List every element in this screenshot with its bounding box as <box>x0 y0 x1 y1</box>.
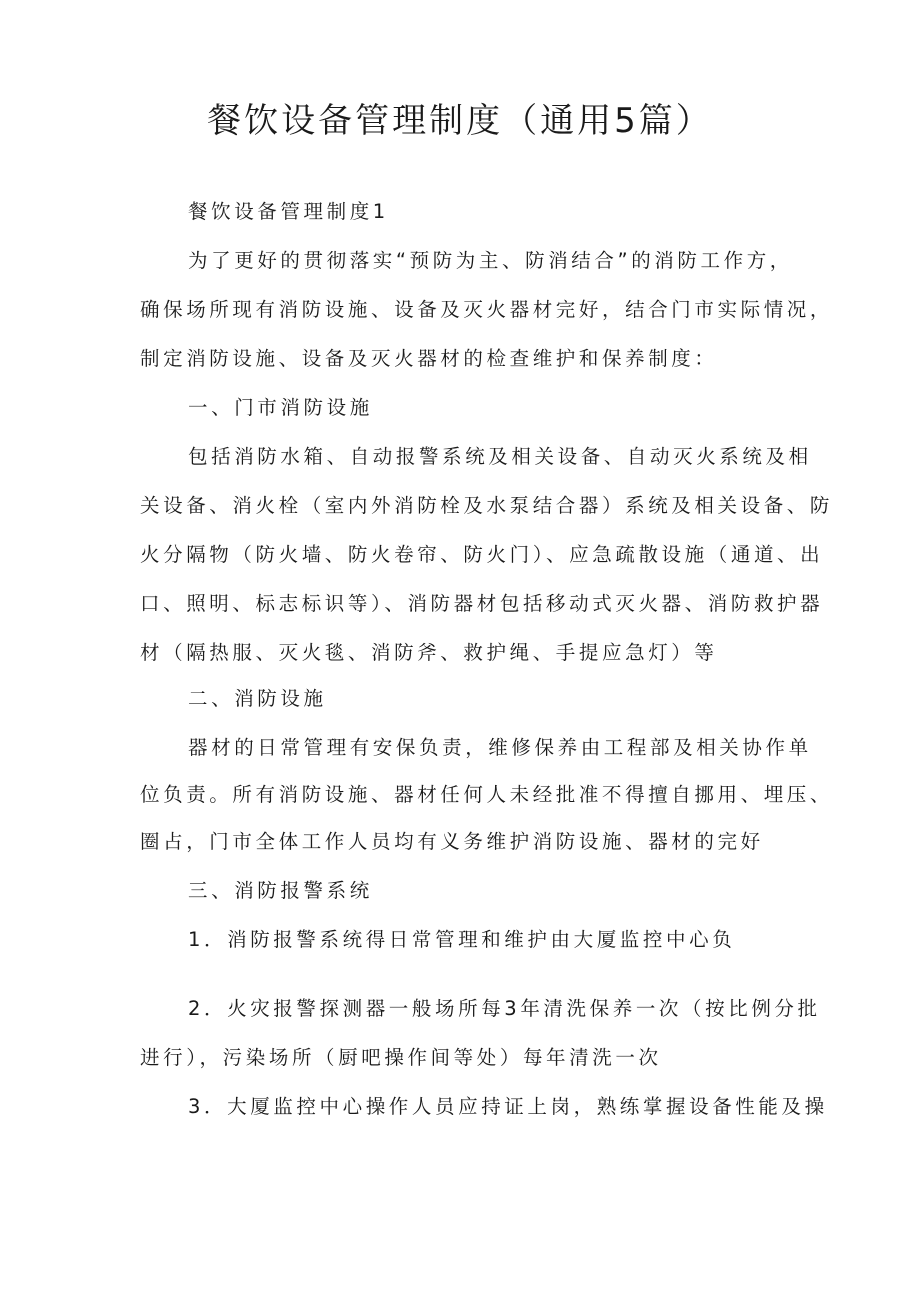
paragraph-line: 包括消防水箱、自动报警系统及相关设备、自动灭火系统及相 <box>188 445 812 468</box>
paragraph-line: 火分隔物（防火墙、防火卷帘、防火门）、应急疏散设施（通道、出 <box>140 543 824 566</box>
paragraph-line: 圈占，门市全体工作人员均有义务维护消防设施、器材的完好 <box>140 830 764 853</box>
section-heading: 一、门市消防设施 <box>188 396 373 419</box>
section-heading: 餐饮设备管理制度1 <box>188 200 389 223</box>
paragraph-line: 进行），污染场所（厨吧操作间等处）每年清洗一次 <box>140 1046 662 1069</box>
page-title: 餐饮设备管理制度（通用5篇） <box>207 101 713 141</box>
paragraph-line: 材（隔热服、灭火毯、消防斧、救护绳、手提应急灯）等 <box>140 641 718 664</box>
paragraph-line: 位负责。所有消防设施、器材任何人未经批准不得擅自挪用、埋压、 <box>140 783 834 806</box>
paragraph-line: 为了更好的贯彻落实“预防为主、防消结合”的消防工作方， <box>188 249 793 272</box>
paragraph-line: 关设备、消火栓（室内外消防栓及水泵结合器）系统及相关设备、防 <box>140 494 834 517</box>
paragraph-line: 口、照明、标志标识等）、消防器材包括移动式灭火器、消防救护器 <box>140 592 824 615</box>
list-item: 1．消防报警系统得日常管理和维护由大厦监控中心负 <box>188 928 736 951</box>
paragraph-line: 确保场所现有消防设施、设备及灭火器材完好，结合门市实际情况， <box>140 298 834 321</box>
list-item: 2．火灾报警探测器一般场所每3年清洗保养一次（按比例分批 <box>188 997 821 1020</box>
section-heading: 三、消防报警系统 <box>188 879 373 902</box>
paragraph-line: 制定消防设施、设备及灭火器材的检查维护和保养制度： <box>140 347 718 370</box>
list-item: 3．大厦监控中心操作人员应持证上岗，熟练掌握设备性能及操 <box>188 1095 828 1118</box>
section-heading: 二、消防设施 <box>188 687 327 710</box>
paragraph-line: 器材的日常管理有安保负责，维修保养由工程部及相关协作单 <box>188 736 812 759</box>
